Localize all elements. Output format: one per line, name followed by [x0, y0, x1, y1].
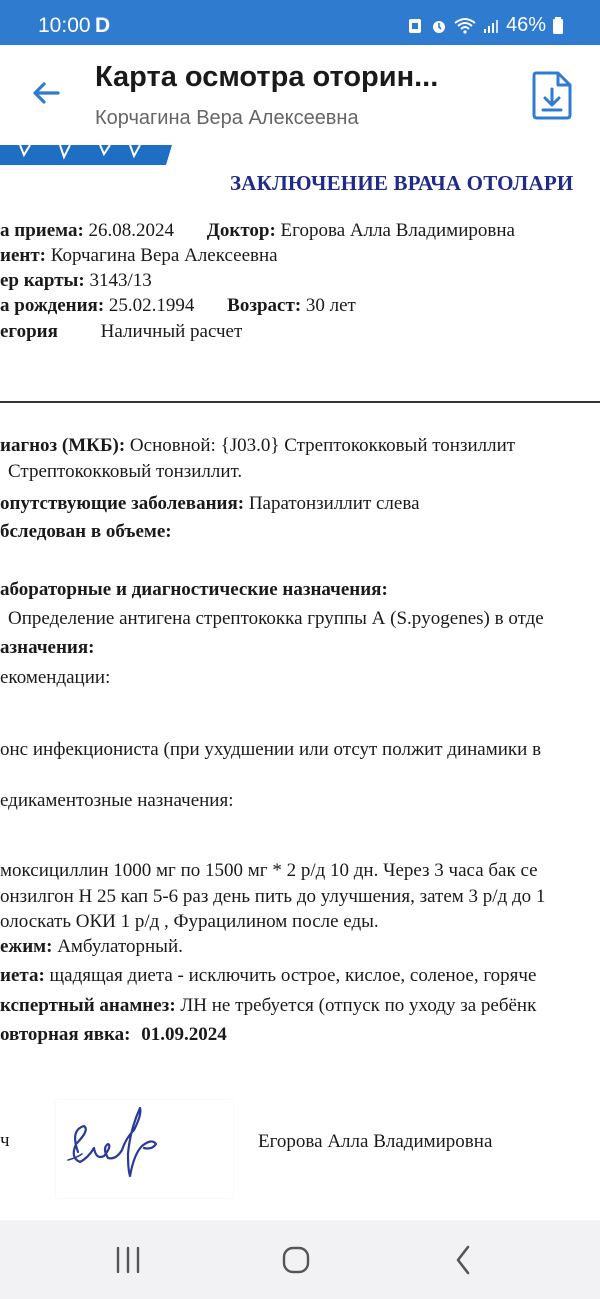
- patient-row: иент: Корчагина Вера Алексеевна: [0, 245, 278, 266]
- signature-icon: [56, 1100, 233, 1198]
- status-time: 10:00: [38, 14, 91, 37]
- signature-role: ч: [0, 1130, 10, 1151]
- download-file-icon[interactable]: [530, 69, 574, 121]
- med-line-3: олоскать ОКИ 1 р/д , Фурацилином после еды.: [0, 911, 379, 932]
- page-title: Карта осмотра оторин...: [95, 61, 439, 93]
- document-view[interactable]: [0, 145, 600, 1220]
- document-title: ЗАКЛЮЧЕНИЕ ВРАЧА ОТОЛАРИ: [230, 171, 574, 195]
- lab-label: абораторные и диагностические назначения:: [0, 579, 388, 600]
- expert-row: кспертный анамнез: ЛН не требуется (отпуск по уходу за ребёнк: [0, 995, 537, 1016]
- system-nav-bar: [0, 1220, 600, 1299]
- card-number-row: ер карты: 3143/13: [0, 270, 152, 291]
- consult-line: онс инфекциониста (при ухудшении или отсут полжит динамики в: [0, 739, 542, 760]
- wifi-icon: [454, 17, 476, 35]
- regime-row: ежим: Амбулаторный.: [0, 936, 183, 957]
- diagnosis-row: иагноз (МКБ): Основной: {J03.0} Стрептококковый тонзиллит: [0, 435, 516, 456]
- section-divider: [0, 401, 600, 403]
- signal-icon: [482, 17, 500, 35]
- comorbid-row: опутствующие заболевания: Паратонзиллит слева: [0, 493, 420, 514]
- med-line-2: онзилгон Н 25 кап 5-6 раз день пить до улучшения, затем 3 р/д до 1: [0, 886, 546, 907]
- recommendations-label: екомендации:: [0, 667, 111, 688]
- visit-date-row: а приема: 26.08.2024 Доктор: Егорова Алла Владимировна: [0, 220, 515, 241]
- battery-percent: 46%: [505, 14, 546, 36]
- status-bar: [0, 0, 600, 45]
- screenshot-icon: [406, 17, 424, 35]
- alarm-icon: [430, 17, 448, 35]
- app-notification-badge: D: [95, 14, 111, 37]
- diet-row: иета: щадящая диета - исключить острое, кислое, соленое, горяче: [0, 965, 537, 986]
- followup-row: овторная явка: 01.09.2024: [0, 1024, 227, 1045]
- recent-apps-icon[interactable]: [110, 1242, 146, 1278]
- medication-label: едикаментозные назначения:: [0, 790, 234, 811]
- home-icon[interactable]: [278, 1242, 314, 1278]
- category-row: егория Наличный расчет: [0, 321, 243, 342]
- signature-name: Егорова Алла Владимировна: [258, 1131, 493, 1152]
- prescriptions-label: азначения:: [0, 637, 95, 658]
- nav-back-icon[interactable]: [446, 1242, 482, 1278]
- patient-name: Корчагина Вера Алексеевна: [95, 107, 359, 129]
- app-header: [0, 45, 600, 145]
- lab-value: Определение антигена стрептококка группы А (S.pyogenes) в отде: [8, 608, 544, 629]
- birth-date-row: а рождения: 25.02.1994 Возраст: 30 лет: [0, 295, 356, 316]
- arrow-left-icon[interactable]: [28, 75, 64, 111]
- signature-image: [56, 1100, 233, 1198]
- examined-label: бследован в объеме:: [0, 521, 172, 542]
- clinic-logo: [0, 145, 172, 165]
- med-line-1: моксициллин 1000 мг по 1500 мг * 2 р/д 10 дн. Через 3 часа бак се: [0, 860, 538, 881]
- diagnosis-line-2: Стрептококковый тонзиллит.: [8, 461, 243, 482]
- battery-icon: [552, 17, 564, 35]
- status-icons: [406, 14, 564, 37]
